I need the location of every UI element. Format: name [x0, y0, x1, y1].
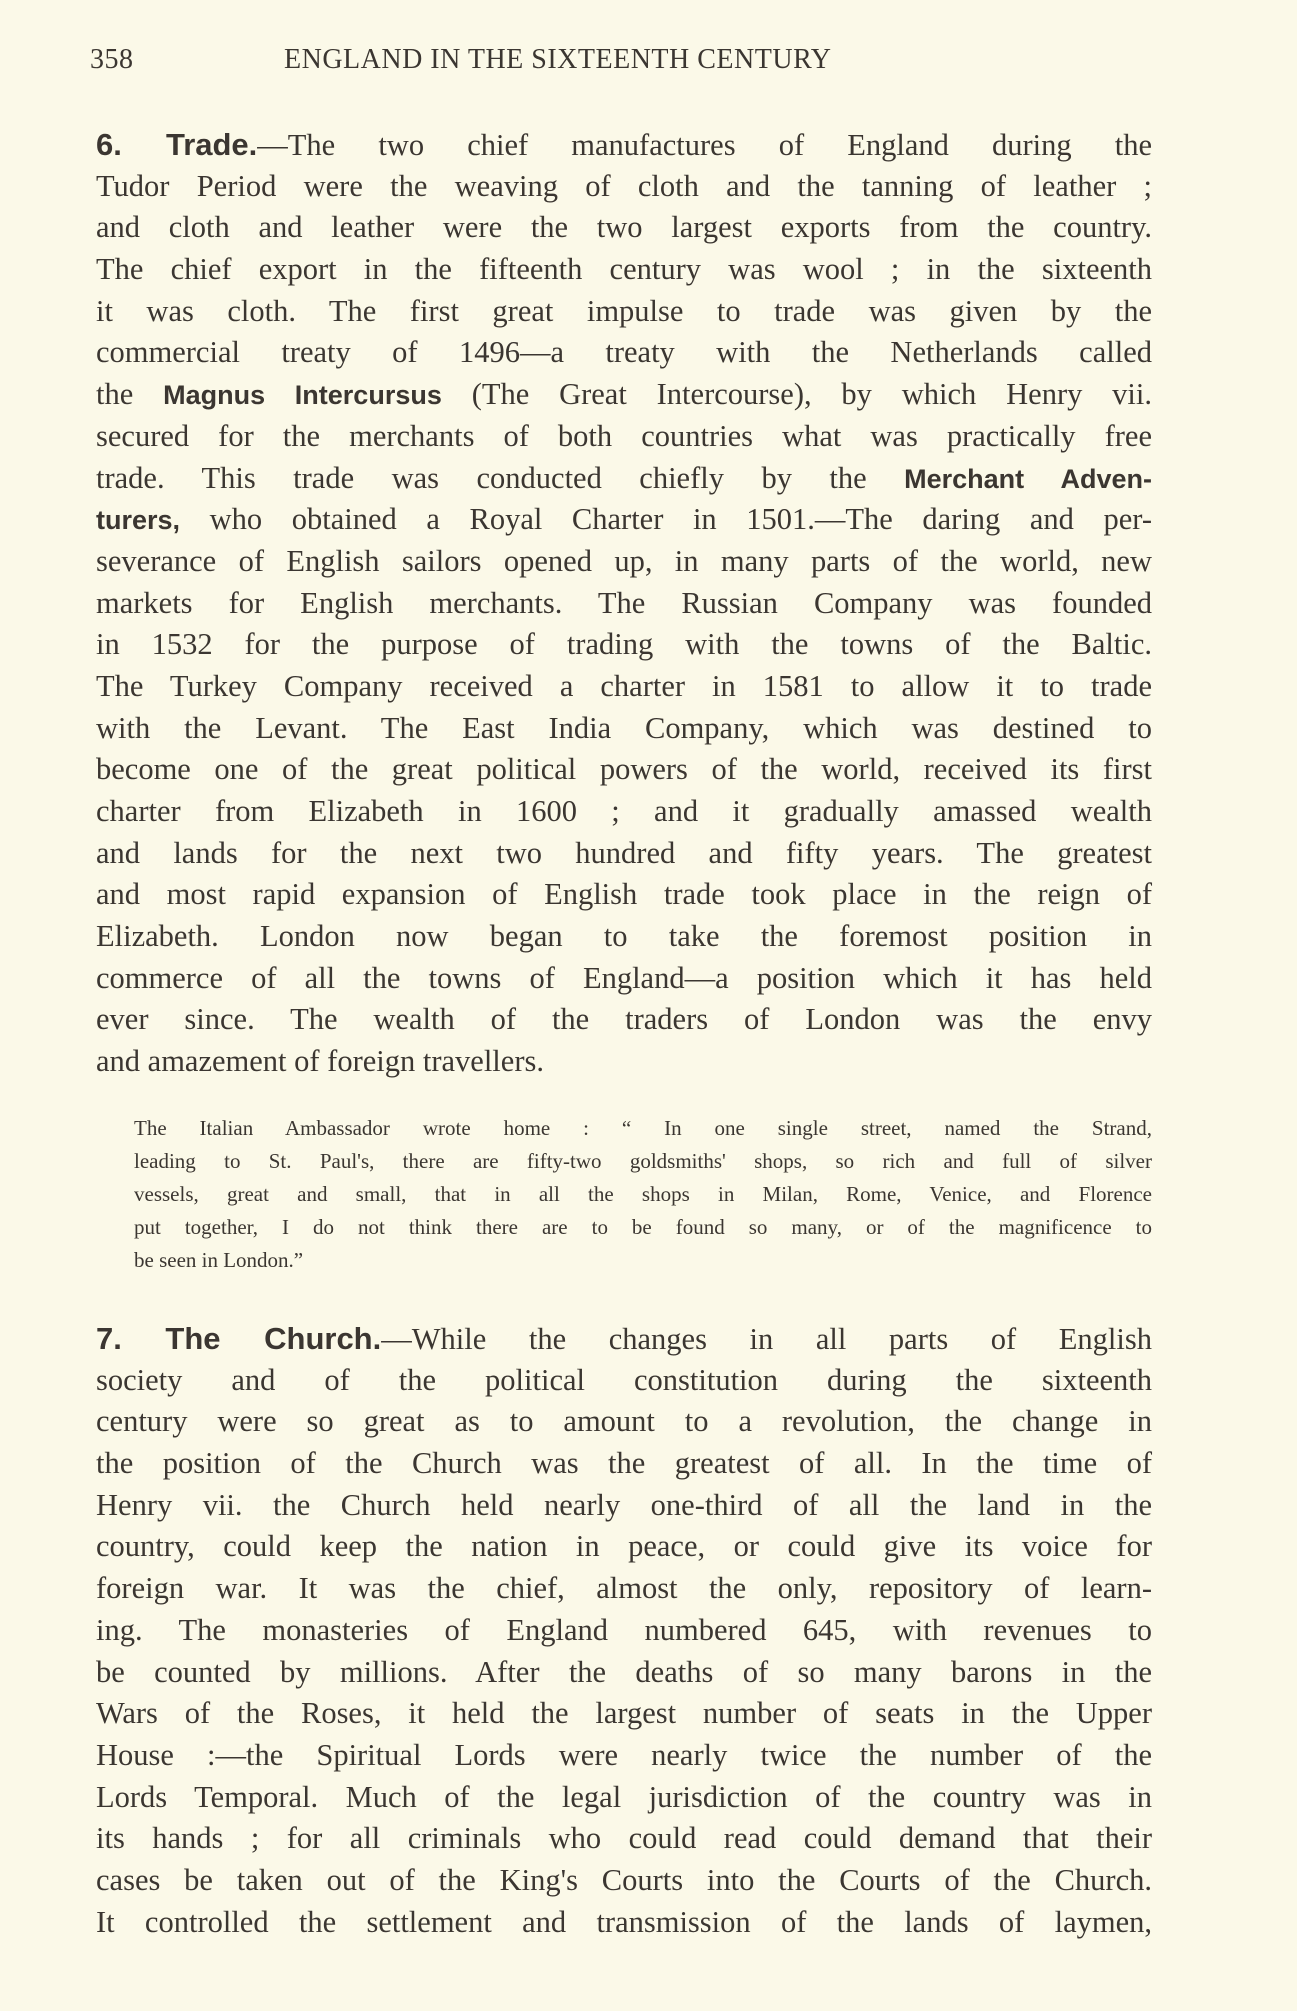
text-line: [134, 1145, 1152, 1178]
text-run: commercial treaty of 1496—a treaty with the Netherlands called: [96, 335, 1152, 370]
text-line: [96, 1041, 1152, 1083]
text-line: [96, 1318, 1152, 1360]
bold-term: Merchant Adven-: [904, 463, 1153, 494]
section-church-paragraph: [96, 1318, 1152, 1943]
text-run: who obtained a Royal Charter in 1501.—The daring and per-: [180, 502, 1152, 537]
text-run: foreign war. It was the chief, almost the only, repository of learn-: [96, 1571, 1152, 1606]
text-line: [96, 207, 1152, 249]
bold-term: 7. The Church.: [96, 1321, 382, 1356]
text-line: [134, 1178, 1152, 1211]
text-line: [134, 1244, 1152, 1277]
text-line: [96, 1443, 1152, 1485]
text-line: [96, 624, 1152, 666]
text-line: [96, 1860, 1152, 1902]
text-line: [96, 332, 1152, 374]
text-run: —While the changes in all parts of English: [381, 1322, 1152, 1356]
text-line: [96, 1485, 1152, 1527]
text-run: ever since. The wealth of the traders of London was the envy: [96, 1002, 1152, 1037]
text-run: and cloth and leather were the two largest exports from the country.: [96, 210, 1152, 245]
text-line: [96, 916, 1152, 958]
bold-term: turers,: [96, 505, 181, 536]
text-line: [96, 1902, 1152, 1944]
text-line: [96, 999, 1152, 1041]
text-line: [96, 1401, 1152, 1443]
text-line: [96, 1526, 1152, 1568]
text-line: [96, 749, 1152, 791]
text-run: severance of English sailors opened up, in many parts of the world, new: [96, 543, 1152, 578]
text-line: [96, 1652, 1152, 1694]
text-run: Lords Temporal. Much of the legal jurisdiction of the country was in: [96, 1779, 1152, 1814]
text-line: [96, 499, 1152, 541]
text-line: [96, 791, 1152, 833]
text-run: House :—the Spiritual Lords were nearly twice the number of the: [96, 1737, 1152, 1772]
text-run: with the Levant. The East India Company, which was destined to: [96, 710, 1152, 745]
text-run: commerce of all the towns of England—a position which it has held: [96, 960, 1152, 995]
text-run: the: [96, 377, 164, 412]
text-line: [96, 666, 1152, 708]
text-run: markets for English merchants. The Russian Company was founded: [96, 585, 1152, 620]
text-line: [96, 541, 1152, 583]
text-run: Tudor Period were the weaving of cloth and the tanning of leather ;: [96, 168, 1152, 203]
text-run: its hands ; for all criminals who could read could demand that their: [96, 1821, 1152, 1856]
text-run: Henry vii. the Church held nearly one-third of all the land in the: [96, 1487, 1152, 1522]
text-line: [96, 416, 1152, 458]
text-run: The chief export in the fifteenth century was wool ; in the sixteenth: [96, 252, 1152, 287]
text-line: [96, 958, 1152, 1000]
text-line: [96, 124, 1152, 166]
text-run: vessels, great and small, that in all the shops in Milan, Rome, Venice, and Florence: [134, 1182, 1152, 1206]
text-run: be seen in London.”: [134, 1248, 304, 1272]
text-run: and amazement of foreign travellers.: [96, 1044, 544, 1079]
running-head: ENGLAND IN THE SIXTEENTH CENTURY: [284, 44, 832, 75]
section-trade-paragraph: [96, 124, 1152, 1083]
text-run: the position of the Church was the greatest of all. In the time of: [96, 1446, 1152, 1481]
text-run: trade. This trade was conducted chiefly by the: [96, 460, 905, 495]
text-line: [96, 166, 1152, 208]
text-run: in 1532 for the purpose of trading with the towns of the Baltic.: [96, 627, 1152, 662]
text-run: put together, I do not think there are to be found so many, or of the magnificence to: [134, 1215, 1152, 1239]
text-run: Wars of the Roses, it held the largest number of seats in the Upper: [96, 1696, 1152, 1731]
text-run: cases be taken out of the King's Courts into the Courts of the Church.: [96, 1862, 1152, 1897]
bold-term: 6. Trade.: [96, 127, 258, 162]
text-line: [134, 1211, 1152, 1244]
text-run: The Turkey Company received a charter in 1581 to allow it to trade: [96, 668, 1152, 703]
text-line: [96, 374, 1152, 416]
text-line: [96, 1818, 1152, 1860]
text-run: be counted by millions. After the deaths of so many barons in the: [96, 1654, 1152, 1689]
text-line: [96, 1610, 1152, 1652]
text-run: and most rapid expansion of English trade took place in the reign of: [96, 877, 1152, 912]
text-run: The Italian Ambassador wrote home : “ In one single street, named the Strand,: [134, 1116, 1152, 1140]
text-run: country, could keep the nation in peace, or could give its voice for: [96, 1529, 1152, 1564]
text-line: [96, 1693, 1152, 1735]
text-run: century were so great as to amount to a revolution, the change in: [96, 1404, 1152, 1439]
text-line: [96, 583, 1152, 625]
text-line: [96, 458, 1152, 500]
text-run: society and of the political constitution during the sixteenth: [96, 1362, 1152, 1397]
text-run: secured for the merchants of both countries what was practically free: [96, 418, 1152, 453]
text-line: [96, 249, 1152, 291]
text-line: [96, 1777, 1152, 1819]
text-run: Elizabeth. London now began to take the foremost position in: [96, 919, 1152, 954]
ambassador-quote: [134, 1112, 1152, 1277]
text-run: —The two chief manufactures of England during the: [257, 128, 1153, 162]
text-run: (The Great Intercourse), by which Henry vii.: [441, 377, 1152, 412]
bold-term: Magnus Intercursus: [163, 380, 442, 411]
text-run: become one of the great political powers of the world, received its first: [96, 752, 1152, 787]
text-line: [96, 874, 1152, 916]
text-run: leading to St. Paul's, there are fifty-two goldsmiths' shops, so rich and full of silver: [134, 1149, 1152, 1173]
text-run: It controlled the settlement and transmission of the lands of laymen,: [96, 1904, 1152, 1939]
text-line: [96, 833, 1152, 875]
text-run: ing. The monasteries of England numbered 645, with revenues to: [96, 1612, 1152, 1647]
text-run: it was cloth. The first great impulse to trade was given by the: [96, 293, 1152, 328]
text-run: charter from Elizabeth in 1600 ; and it gradually amassed wealth: [96, 794, 1152, 828]
text-line: [96, 708, 1152, 750]
text-line: [96, 1360, 1152, 1402]
text-run: and lands for the next two hundred and fifty years. The greatest: [96, 835, 1152, 870]
text-line: [96, 1568, 1152, 1610]
text-line: [134, 1112, 1152, 1145]
page-number: 358: [90, 44, 134, 75]
text-line: [96, 1735, 1152, 1777]
text-line: [96, 291, 1152, 333]
